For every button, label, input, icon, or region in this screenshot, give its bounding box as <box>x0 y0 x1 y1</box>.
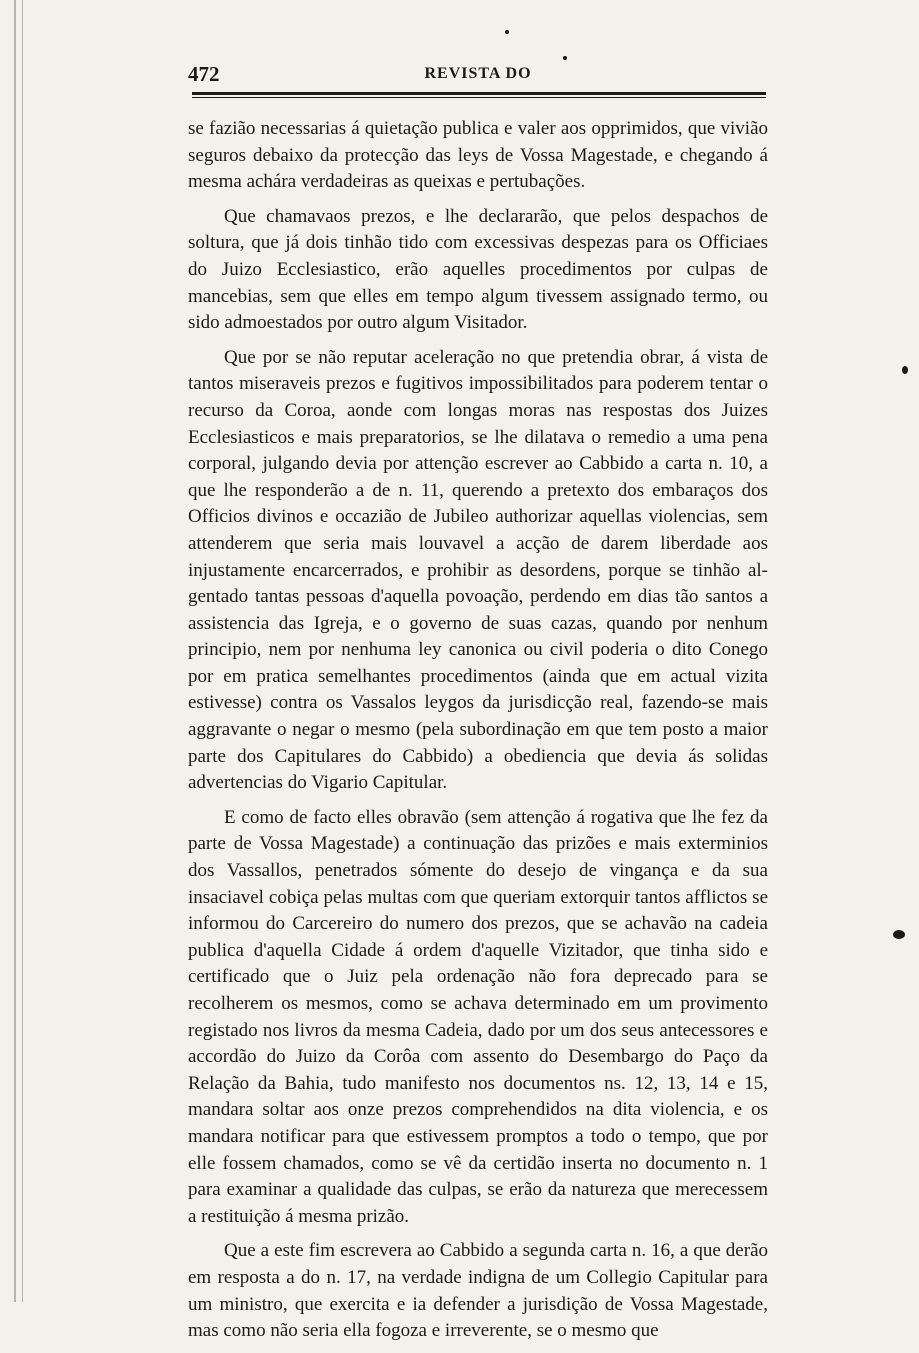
ink-speck <box>893 930 905 939</box>
ink-speck <box>902 366 908 374</box>
paragraph: E como de facto elles obravão (sem attenção á rogativa que lhe fez da parte de Vossa Magestade) a continuação das prizões e mais exterminios dos Vassallos, penetrados sómente do desejo de vingança e da sua insaciavel cobiça pelas multas com que queriam extorquir tantos afflictos se informou do Carcereiro do numero dos prezos, que se achavão na cadeia publica d'aquella Cidade á ordem d'aquelle Vizitador, que tinha sido e certificado que o Juiz pela ordenação não fora deprecado para se recolherem os mesmos, como se achava determinado em um provimento registado nos livros da mesma Cadeia, dado por um dos seus antecessores e accordão do Juizo da Corôa com assento do Desembargo do Paço da Relação da Bahia, tudo manifesto nos documentos ns. 12, 13, 14 e 15, mandara soltar aos onze prezos comprehendidos na dita violencia, e os mandara notificar para que estivessem promptos a todo o tempo, que por elle fossem chamados, como se vê da certidão inserta no documento n. 1 para examinar a qualidade das culpas, se erão da natureza que merecessem a restituição á mesma prizão. <box>188 806 768 1227</box>
paragraph: Que a este fim escrevera ao Cabbido a segunda carta n. 16, a que derão em resposta a do n. 17, na verdade indigna de um Collegio Capitular para um ministro, que exercita e ia defender a jurisdição de Vossa Magestade, mas como não seria ella fogoza e irreverente, se o mesmo que <box>188 1240 768 1342</box>
ink-speck <box>505 30 509 34</box>
running-title: REVISTA DO <box>424 65 532 82</box>
page-header <box>188 62 768 90</box>
page-number: 472 <box>188 62 220 86</box>
ink-speck <box>563 56 567 60</box>
paragraph: Que por se não reputar aceleração no que pretendia obrar, á vista de tantos miseraveis prezos e fugitivos impossibilitados para poderem tentar o recurso da Coroa, aonde com longas moras nas respostas dos Juizes Ecclesiasticos e mais preparatorios, se lhe dilatava o remedio a uma pena corporal, julgando devia por attenção escrever ao Cabbido a carta n. 10, a que lhe responderão a de n. 11, querendo a pretexto dos embaraços dos Officios divinos e occazião de Jubileo authorizar aquellas violencias, sem attenderem que seria mais louvavel a acção de darem liberdade aos injustamente encarcerrados, e prohibir as desordens, porque se tinhão al-gentado tantas pessoas d'aquella povoação, perdendo em dias tão santos a assistencia das Igreja, e o governo de suas cazas, quando por nenhum principio, nem por nenhuma ley canonica ou civil poderia o dito Conego por em pratica semelhantes procedimentos (ainda que em actual vizita estivesse) contra os Vassalos leygos da jurisdicção real, fazendo-se mais aggravante o negar o mesmo (pela subordinação em que tem posto a maior parte dos Capitulares do Cabbido) a obediencia que devia ás solidas advertencias do Vigario Capitular. <box>188 346 768 794</box>
header-rule <box>192 92 766 95</box>
paragraph: Que chamavaos prezos, e lhe declararão, que pelos despachos de soltura, que já dois tinhão tido com excessivas despezas para os Officiaes do Juizo Ecclesiastico, erão aquelles procedimentos por culpas de mancebias, sem que elles em tempo algum tivessem assignado termo, ou sido admoestados por outro algum Visitador. <box>188 205 768 334</box>
scan-margin-line-inner <box>22 0 23 1302</box>
paragraph: se fazião necessarias á quietação publica e valer aos opprimidos, que vivião seguros debaixo da protecção das leys de Vossa Magestade, e chegando á mesma achára verdadeiras as queixas e pertubações. <box>188 118 768 193</box>
scan-margin-line <box>14 0 16 1302</box>
page-body <box>188 116 768 1353</box>
